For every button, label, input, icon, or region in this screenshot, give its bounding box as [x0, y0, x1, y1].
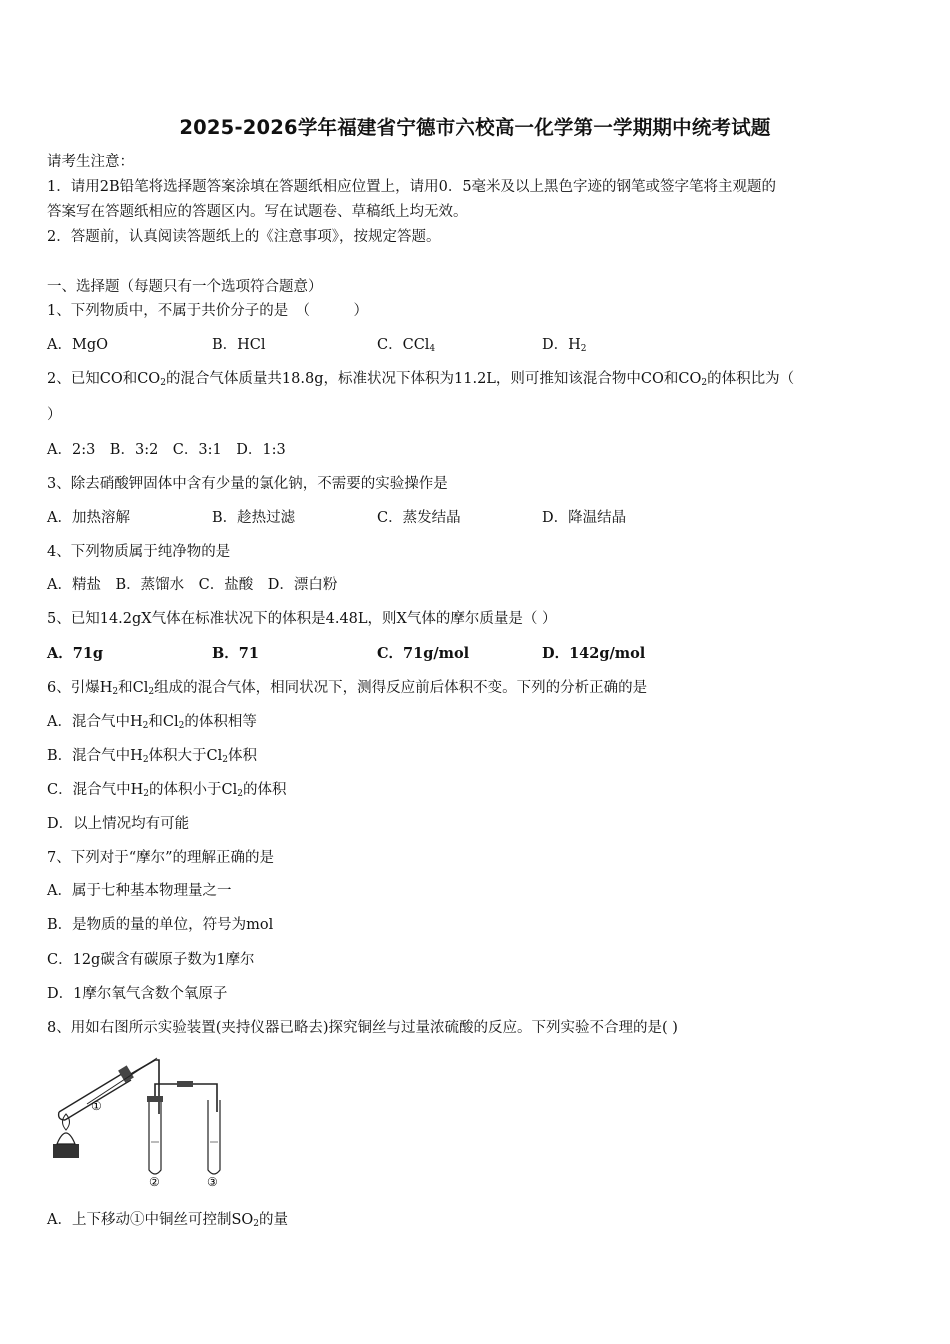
q6-option-d: D．以上情况均有可能 [47, 816, 190, 832]
burner-base [53, 1144, 79, 1158]
q5-option-b: B．71 [212, 645, 259, 662]
question-1-stem: 1、下列物质中，不属于共价分子的是 （ ） [47, 303, 368, 319]
q3-option-b: B．趁热过滤 [212, 510, 296, 526]
q7-option-d: D．1摩尔氧气含数个氧原子 [47, 986, 228, 1002]
q7-option-c: C．12g碳含有碳原子数为1摩尔 [47, 952, 255, 968]
q6-option-a: A．混合气中$H_2$和$Cl_2$的体积相等 [47, 714, 257, 731]
flame-icon [63, 1114, 70, 1130]
question-2-stem: 2、已知CO和$CO_2$的混合气体质量共18.8g，标准状况下体积为11.2L，则可推知该混合物中CO和$CO_2$的体积比为（ [47, 371, 795, 388]
tube-3 [208, 1100, 220, 1174]
q6-option-b: B．混合气中$H_2$体积大于$Cl_2$体积 [47, 748, 258, 765]
question-4-stem: 4、下列物质属于纯净物的是 [47, 544, 231, 560]
q1-option-d: D．$H_2$ [542, 337, 587, 354]
label-2: ② [149, 1175, 160, 1187]
section-heading: 一、选择题（每题只有一个选项符合题意） [47, 279, 323, 295]
q7-option-b: B．是物质的量的单位，符号为mol [47, 917, 274, 933]
burner-lamp [57, 1133, 75, 1144]
question-8-stem: 8、用如右图所示实验装置(夹持仪器已略去)探究铜丝与过量浓硫酸的反应。下列实验不合理的是( ) [47, 1020, 678, 1036]
q6-option-c: C．混合气中$H_2$的体积小于$Cl_2$的体积 [47, 782, 287, 799]
notice-line-2: 答案写在答题纸相应的答题区内。写在试题卷、草稿纸上均无效。 [47, 204, 468, 220]
q3-option-c: C．蒸发结晶 [377, 510, 461, 526]
question-5-stem: 5、已知14.2gX气体在标准状况下的体积是4.48L，则X气体的摩尔质量是（ ） [47, 611, 557, 627]
question-3-stem: 3、除去硝酸钾固体中含有少量的氯化钠，不需要的实验操作是 [47, 476, 448, 492]
q1-option-b: B．HCl [212, 337, 266, 353]
q2-options: A．2:3 B．3:2 C．3:1 D．1:3 [47, 442, 286, 458]
rubber-connector [177, 1081, 193, 1087]
q1-option-a: A．MgO [47, 337, 108, 353]
stopper-2 [147, 1096, 163, 1102]
q8-option-a: A．上下移动①中铜丝可控制$SO_2$的量 [47, 1212, 289, 1229]
label-1: ① [91, 1099, 102, 1113]
label-3: ③ [207, 1175, 218, 1187]
question-7-stem: 7、下列对于“摩尔”的理解正确的是 [47, 850, 275, 866]
q5-option-c: C．71g/mol [377, 645, 470, 662]
notice-heading: 请考生注意： [47, 154, 134, 170]
q5-option-a: A．71g [47, 645, 104, 662]
question-2-stem-cont: ） [47, 407, 62, 423]
q3-option-a: A．加热溶解 [47, 510, 130, 526]
q1-option-c: C．CCl$_4$ [377, 337, 436, 354]
question-6-stem: 6、引爆$H_2$和$Cl_2$组成的混合气体，相同状况下，测得反应前后体积不变。下列的分析正确的是 [47, 680, 648, 697]
apparatus-diagram [47, 1052, 237, 1187]
page-title: 2025-2026学年福建省宁德市六校高一化学第一学期期中统考试题 [179, 116, 771, 139]
q3-option-d: D．降温结晶 [542, 510, 627, 526]
notice-line-1: 1．请用2B铅笔将选择题答案涂填在答题纸相应位置上，请用0．5毫米及以上黑色字迹的钢笔或签字笔将主观题的 [47, 179, 777, 195]
q4-options: A．精盐 B．蒸馏水 C．盐酸 D．漂白粉 [47, 577, 338, 593]
notice-line-3: 2．答题前，认真阅读答题纸上的《注意事项》，按规定答题。 [47, 229, 441, 245]
q5-option-d: D．142g/mol [542, 645, 646, 662]
q7-option-a: A．属于七种基本物理量之一 [47, 883, 232, 899]
